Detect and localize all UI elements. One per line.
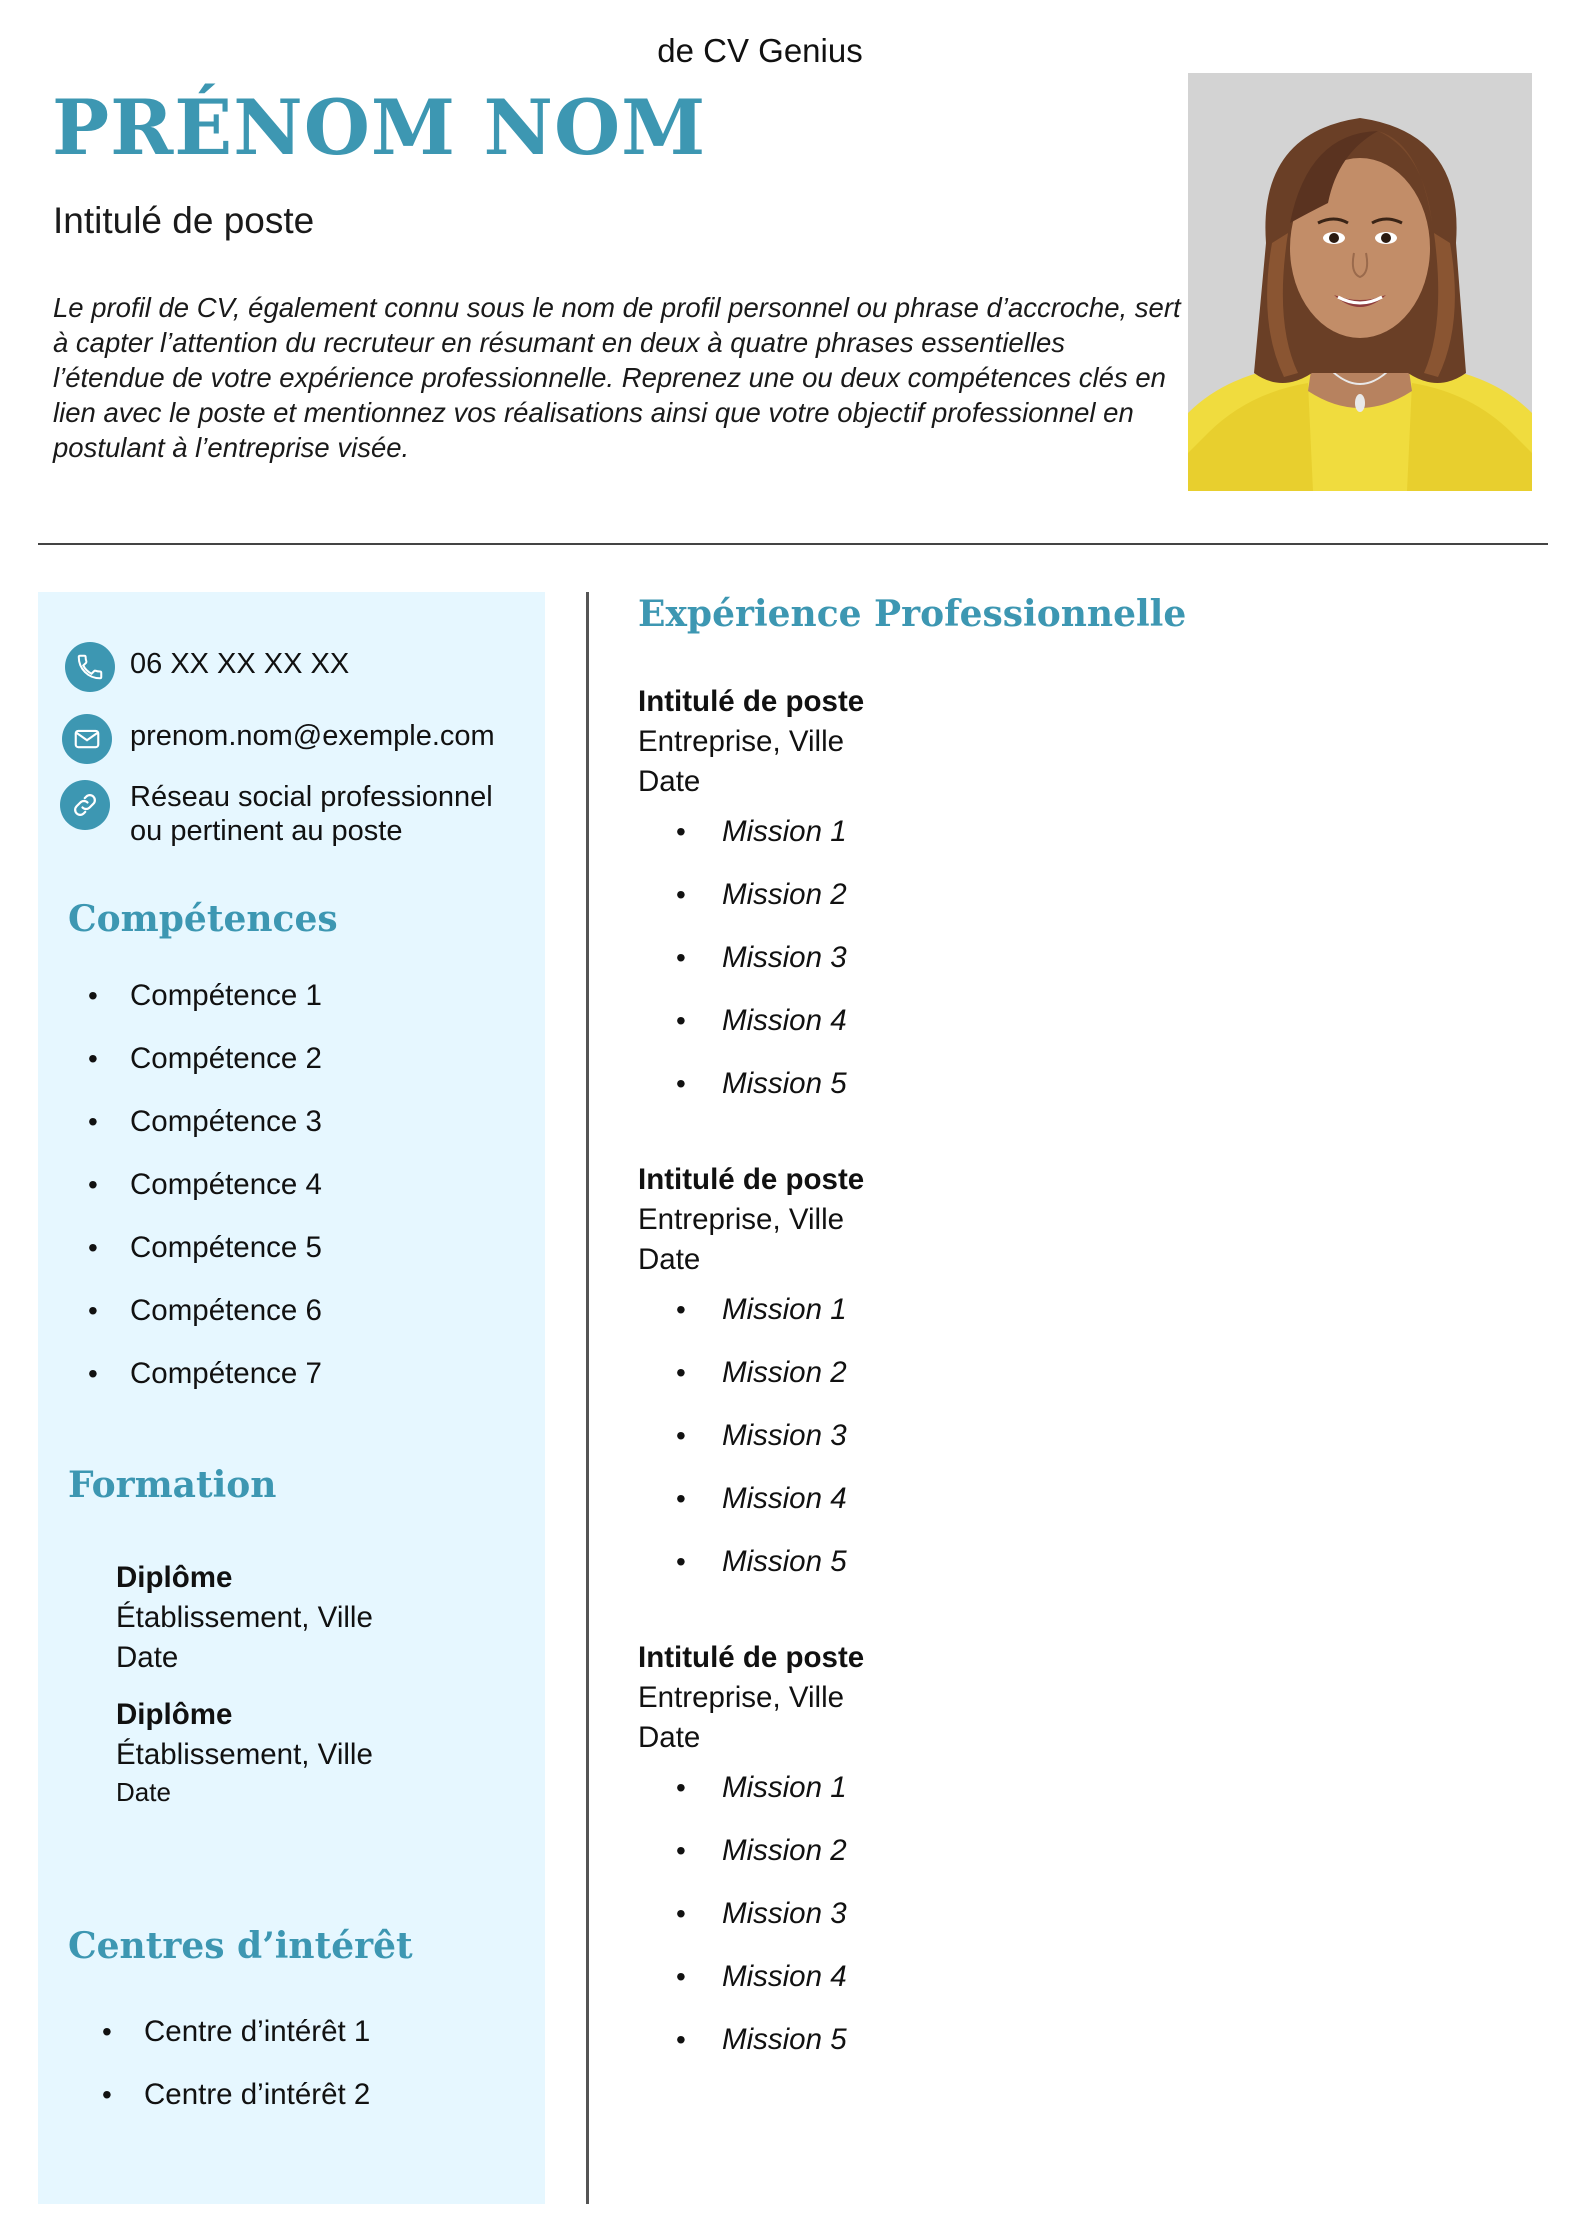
skill-item: • Compétence 5 (130, 1231, 322, 1294)
mission-item: • Mission 4 (722, 1960, 847, 2023)
job-date: Date (638, 765, 701, 798)
degree-title: Diplôme (116, 1698, 233, 1731)
mission-item: • Mission 1 (722, 1771, 847, 1834)
envelope-icon (62, 714, 112, 764)
interest-item: • Centre d’intérêt 1 (144, 2015, 370, 2078)
email-address[interactable]: prenom.nom@exemple.com (130, 720, 495, 752)
skills-list (130, 979, 322, 1420)
job-title: Intitulé de poste (638, 1163, 865, 1196)
job-company: Entreprise, Ville (638, 1681, 845, 1714)
job-entry (638, 1160, 864, 1280)
job-headline: Intitulé de poste (53, 200, 315, 241)
job-entry (638, 682, 864, 802)
skill-item: • Compétence 1 (130, 979, 322, 1042)
mission-item: • Mission 3 (722, 1419, 847, 1482)
mission-item: • Mission 1 (722, 1293, 847, 1356)
job-title: Intitulé de poste (638, 685, 865, 718)
job-date: Date (638, 1243, 701, 1276)
sidebar (38, 592, 545, 2204)
mission-item: • Mission 2 (722, 1356, 847, 1419)
mission-item: • Mission 5 (722, 2023, 847, 2086)
job-entry (638, 1638, 864, 1758)
degree-school: Établissement, Ville (116, 1601, 373, 1634)
interest-item: • Centre d’intérêt 2 (144, 2078, 370, 2141)
missions-list (722, 1771, 847, 2086)
candidate-name: PRÉNOM NOM (52, 83, 707, 172)
education-entry (116, 1695, 373, 1809)
education-title: Formation (68, 1464, 277, 1506)
social-line-2: ou pertinent au poste (130, 815, 403, 847)
mission-item: • Mission 2 (722, 1834, 847, 1897)
portrait-illustration (1188, 73, 1532, 491)
contact-phone (65, 642, 349, 692)
skills-title: Compétences (68, 898, 338, 940)
phone-number: 06 XX XX XX XX (130, 648, 350, 680)
skill-item: • Compétence 3 (130, 1105, 322, 1168)
contact-social (60, 780, 493, 848)
interests-title: Centres d’intérêt (68, 1925, 413, 1967)
phone-icon (65, 642, 115, 692)
mission-item: • Mission 4 (722, 1004, 847, 1067)
mission-item: • Mission 3 (722, 1897, 847, 1960)
mission-item: • Mission 5 (722, 1545, 847, 1608)
mission-item: • Mission 3 (722, 941, 847, 1004)
mission-item: • Mission 2 (722, 878, 847, 941)
column-divider (586, 592, 589, 2204)
link-icon (60, 780, 110, 830)
profile-summary: Le profil de CV, également connu sous le nom de profil personnel ou phrase d’accroche, sert à capter l’attention du recruteur en résumant en deux à quatre phrases essentielles l’étendue de votre expérience professionnelle. Reprenez une ou deux compétences clés en lien avec le poste et mentionnez vos réalisations ainsi que votre objectif professionnel en postulant à l’entreprise visée. (53, 292, 1181, 463)
missions-list (722, 815, 847, 1130)
experience-title: Expérience Professionnelle (638, 593, 1187, 635)
mission-item: • Mission 4 (722, 1482, 847, 1545)
missions-list (722, 1293, 847, 1608)
watermark-text: de CV Genius (657, 32, 863, 69)
skill-item: • Compétence 2 (130, 1042, 322, 1105)
skill-item: • Compétence 4 (130, 1168, 322, 1231)
contact-email (62, 714, 495, 764)
degree-date: Date (116, 1641, 179, 1674)
education-entry (116, 1558, 373, 1678)
skill-item: • Compétence 7 (130, 1357, 322, 1420)
interests-list (144, 2015, 370, 2141)
job-date: Date (638, 1721, 701, 1754)
degree-title: Diplôme (116, 1561, 233, 1594)
skill-item: • Compétence 6 (130, 1294, 322, 1357)
job-company: Entreprise, Ville (638, 725, 845, 758)
profile-photo (1188, 73, 1532, 491)
degree-school: Établissement, Ville (116, 1738, 373, 1771)
job-company: Entreprise, Ville (638, 1203, 845, 1236)
degree-date: Date (116, 1777, 171, 1807)
job-title: Intitulé de poste (638, 1641, 865, 1674)
social-network-text[interactable] (130, 780, 493, 848)
mission-item: • Mission 1 (722, 815, 847, 878)
mission-item: • Mission 5 (722, 1067, 847, 1130)
social-line-1: Réseau social professionnel (130, 781, 493, 813)
header-divider (38, 543, 1548, 545)
